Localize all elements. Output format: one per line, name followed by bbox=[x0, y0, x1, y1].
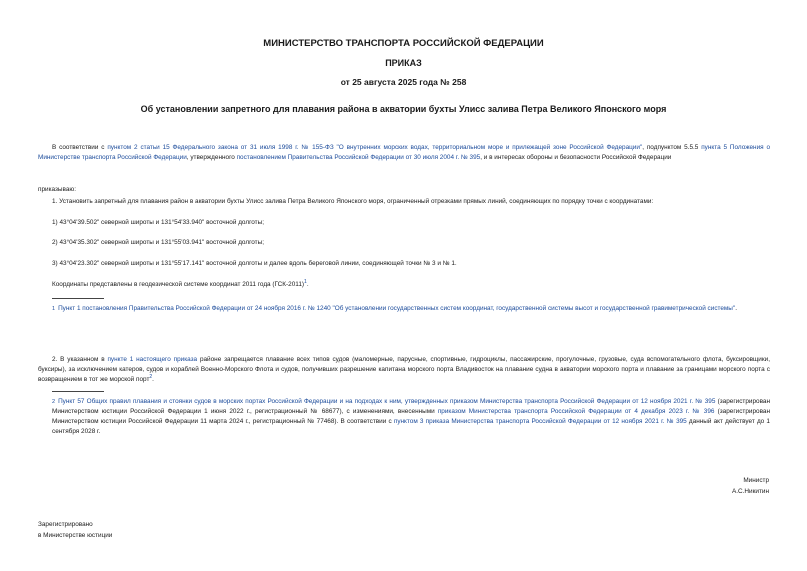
link-amending-order[interactable]: приказом Министерства транспорта Российской Федерации от 4 декабря 2023 г. № 396 bbox=[437, 408, 715, 415]
ministry-heading: МИНИСТЕРСТВО ТРАНСПОРТА РОССИЙСКОЙ ФЕДЕРАЦИИ bbox=[263, 38, 544, 49]
footnote-ref-2[interactable]: 2 bbox=[149, 373, 153, 380]
footnote-1: 1 Пункт 1 постановления Правительства Российской Федерации от 24 ноября 2016 г. № 1240 "Об установлении государственных систем координат, государственной системы высот и государственной гравиметрической системы". bbox=[52, 305, 737, 312]
coordinate-point-1: 1) 43°04'39.502" северной широты и 131°54'33.940" восточной долготы; bbox=[52, 219, 264, 226]
footnote-divider-2 bbox=[52, 391, 104, 392]
signatory-position: Министр bbox=[743, 477, 769, 484]
registration-line-2: в Министерстве юстиции bbox=[38, 532, 113, 539]
signature-block bbox=[732, 475, 769, 497]
link-item-1[interactable]: пункте 1 настоящего приказа bbox=[107, 356, 198, 363]
link-order-item-3[interactable]: пунктом 3 приказа Министерства транспорта Российской Федерации от 12 ноября 2021 г. № 395 bbox=[393, 418, 687, 425]
preamble: В соответствии с пунктом 2 статьи 15 Федерального закона от 31 июля 1998 г. № 155-ФЗ "О внутренних морских водах, территориальном море и прилежащей зоне Российской Федерации", подпунктом 5.5.5 пункта 5 Положения о Министерстве транспорта Российской Федерации, утвержденного постановлением Правительства Российской Федерации от 30 июля 2004 г. № 395, и в интересах обороны и безопасности Российской Федерации bbox=[38, 144, 771, 161]
footnote-ref-1[interactable]: 1 bbox=[304, 278, 307, 285]
link-government-resolution[interactable]: постановлением Правительства Российской Федерации от 30 июля 2004 г. № 395 bbox=[236, 154, 481, 161]
link-footnote-1-resolution[interactable]: Пункт 1 постановления Правительства Российской Федерации от 24 ноября 2016 г. № 1240 "Об установлении государственных систем координат, государственной системы высот и государственной гравиметрической системы" bbox=[58, 305, 736, 312]
orders-word: приказываю: bbox=[38, 186, 76, 193]
item-1: 1. Установить запретный для плавания район в акватории бухты Улисс залива Петра Великого Японского моря, ограниченный отрезками прямых линий, соединяющих по порядку точки с координатами: bbox=[52, 198, 654, 205]
document-type: ПРИКАЗ bbox=[385, 58, 422, 68]
link-general-rules[interactable]: Пункт 57 Общих правил плавания и стоянки судов в морских портах Российской Федерации и на подходах к ним, утвержденных приказом Министерства транспорта Российской Федерации от 12 ноября 2021 г. № 395 bbox=[58, 398, 716, 405]
document-title: Об установлении запретного для плавания района в акватории бухты Улисс залива Петра Великого Японского моря bbox=[140, 104, 667, 114]
link-ministry-regulation[interactable]: пункта 5 Положения о Министерстве транспорта Российской Федерации bbox=[38, 144, 771, 161]
coordinate-system-note: Координаты представлены в геодезической системе координат 2011 года $(ГСК-2011)^1$. bbox=[52, 278, 309, 288]
footnote-divider-1 bbox=[52, 298, 104, 299]
document-date-number: от 25 августа 2025 года № 258 bbox=[340, 77, 467, 87]
coordinate-point-3: 3) 43°04'23.302" северной широты и 131°55'17.141" восточной долготы и далее вдоль береговой линии, соединяющей точки № 3 и № 1. bbox=[52, 260, 457, 267]
coordinate-point-2: 2) 43°04'35.302" северной широты и 131°55'03.941" восточной долготы; bbox=[52, 239, 264, 246]
footnote-1-mark: 1 bbox=[52, 306, 56, 312]
signatory-name: А.С.Никитин bbox=[731, 488, 769, 495]
item-2: 2. В указанном в пункте 1 настоящего приказа районе запрещается плавание всех типов судов (маломерные, парусные, спортивные, гидроциклы, пассажирские, прогулочные, грузовые, суда вспомогательного флота, буксировщики, буксиры), за исключением катеров, судов и кораблей Военно-Морского Флота и судов, получивших разрешение капитана морского порта Владивосток на плавание судна в акватории морского порта и плавание за границами морского порта с возвращением в тот же морской порт$^2$. bbox=[38, 356, 771, 383]
footnote-2: 2 Пункт 57 Общих правил плавания и стоянки судов в морских портах Российской Федерации и на подходах к ним, утвержденных приказом Министерства транспорта Российской Федерации от 12 ноября 2021 г. № 395 (зарегистрирован Министерством юстиции Российской Федерации 1 июня 2022 г., регистрационный № 68677), с изменениями, внесенными приказом Министерства транспорта Российской Федерации от 4 декабря 2023 г. № 396 (зарегистрирован Министерством юстиции Российской Федерации 11 марта 2024 г., регистрационный № 77468). В соответствии с пунктом 3 приказа Министерства транспорта Российской Федерации от 12 ноября 2021 г. № 395 данный акт действует до 1 сентября 2028 г. bbox=[52, 398, 770, 435]
footnote-2-mark: 2 bbox=[52, 399, 56, 405]
link-federal-law[interactable]: пунктом 2 статьи 15 Федерального закона от 31 июля 1998 г. № 155-ФЗ "О внутренних морских водах, территориальном море и прилежащей зоне Российской Федерации" bbox=[107, 144, 643, 151]
registration-block bbox=[38, 519, 112, 541]
registration-line-1: Зарегистрировано bbox=[38, 521, 93, 528]
